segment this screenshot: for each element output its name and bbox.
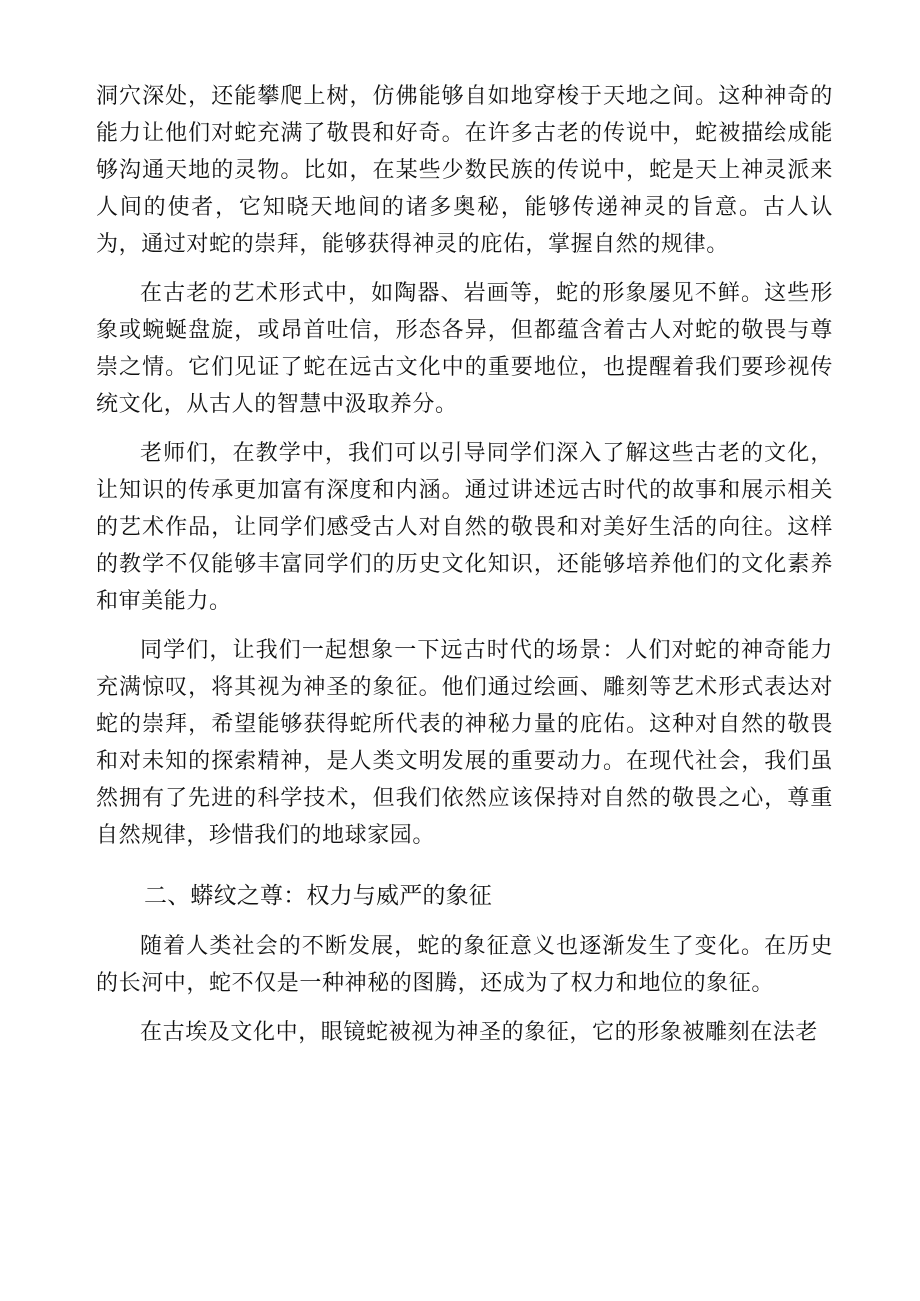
paragraph-continued: 洞穴深处，还能攀爬上树，仿佛能够自如地穿梭于天地之间。这种神奇的能力让他们对蛇充满了敬畏和好奇。在许多古老的传说中，蛇被描绘成能够沟通天地的灵物。比如，在某些少数民族的传说中，蛇是天上神灵派来人间的使者，它知晓天地间的诸多奥秘，能够传递神灵的旨意。古人认为，通过对蛇的崇拜，能够获得神灵的庇佑，掌握自然的规律。 bbox=[96, 84, 833, 257]
paragraph-art-forms: 在古老的艺术形式中，如陶器、岩画等，蛇的形象屡见不鲜。这些形象或蜿蜒盘旋，或昂首吐信，形态各异，但都蕴含着古人对蛇的敬畏与尊崇之情。它们见证了蛇在远古文化中的重要地位，也提醒着我们要珍视传统文化，从古人的智慧中汲取养分。 bbox=[96, 281, 833, 417]
section-heading: 二、蟒纹之尊：权力与威严的象征 bbox=[144, 883, 492, 909]
paragraph-egypt: 在古埃及文化中，眼镜蛇被视为神圣的象征，它的形象被雕刻在法老 bbox=[140, 1020, 819, 1045]
paragraph-development: 随着人类社会的不断发展，蛇的象征意义也逐渐发生了变化。在历史的长河中，蛇不仅是一种神秘的图腾，还成为了权力和地位的象征。 bbox=[96, 934, 833, 996]
paragraph-teachers: 老师们，在教学中，我们可以引导同学们深入了解这些古老的文化，让知识的传承更加富有深度和内涵。通过讲述远古时代的故事和展示相关的艺术作品，让同学们感受古人对自然的敬畏和对美好生活的向往。这样的教学不仅能够丰富同学们的历史文化知识，还能够培养他们的文化素养和审美能力。 bbox=[96, 441, 833, 614]
paragraph-students: 同学们，让我们一起想象一下远古时代的场景：人们对蛇的神奇能力充满惊叹，将其视为神圣的象征。他们通过绘画、雕刻等艺术形式表达对蛇的崇拜，希望能够获得蛇所代表的神秘力量的庇佑。这种对自然的敬畏和对未知的探索精神，是人类文明发展的重要动力。在现代社会，我们虽然拥有了先进的科学技术，但我们依然应该保持对自然的敬畏之心，尊重自然规律，珍惜我们的地球家园。 bbox=[96, 638, 833, 848]
